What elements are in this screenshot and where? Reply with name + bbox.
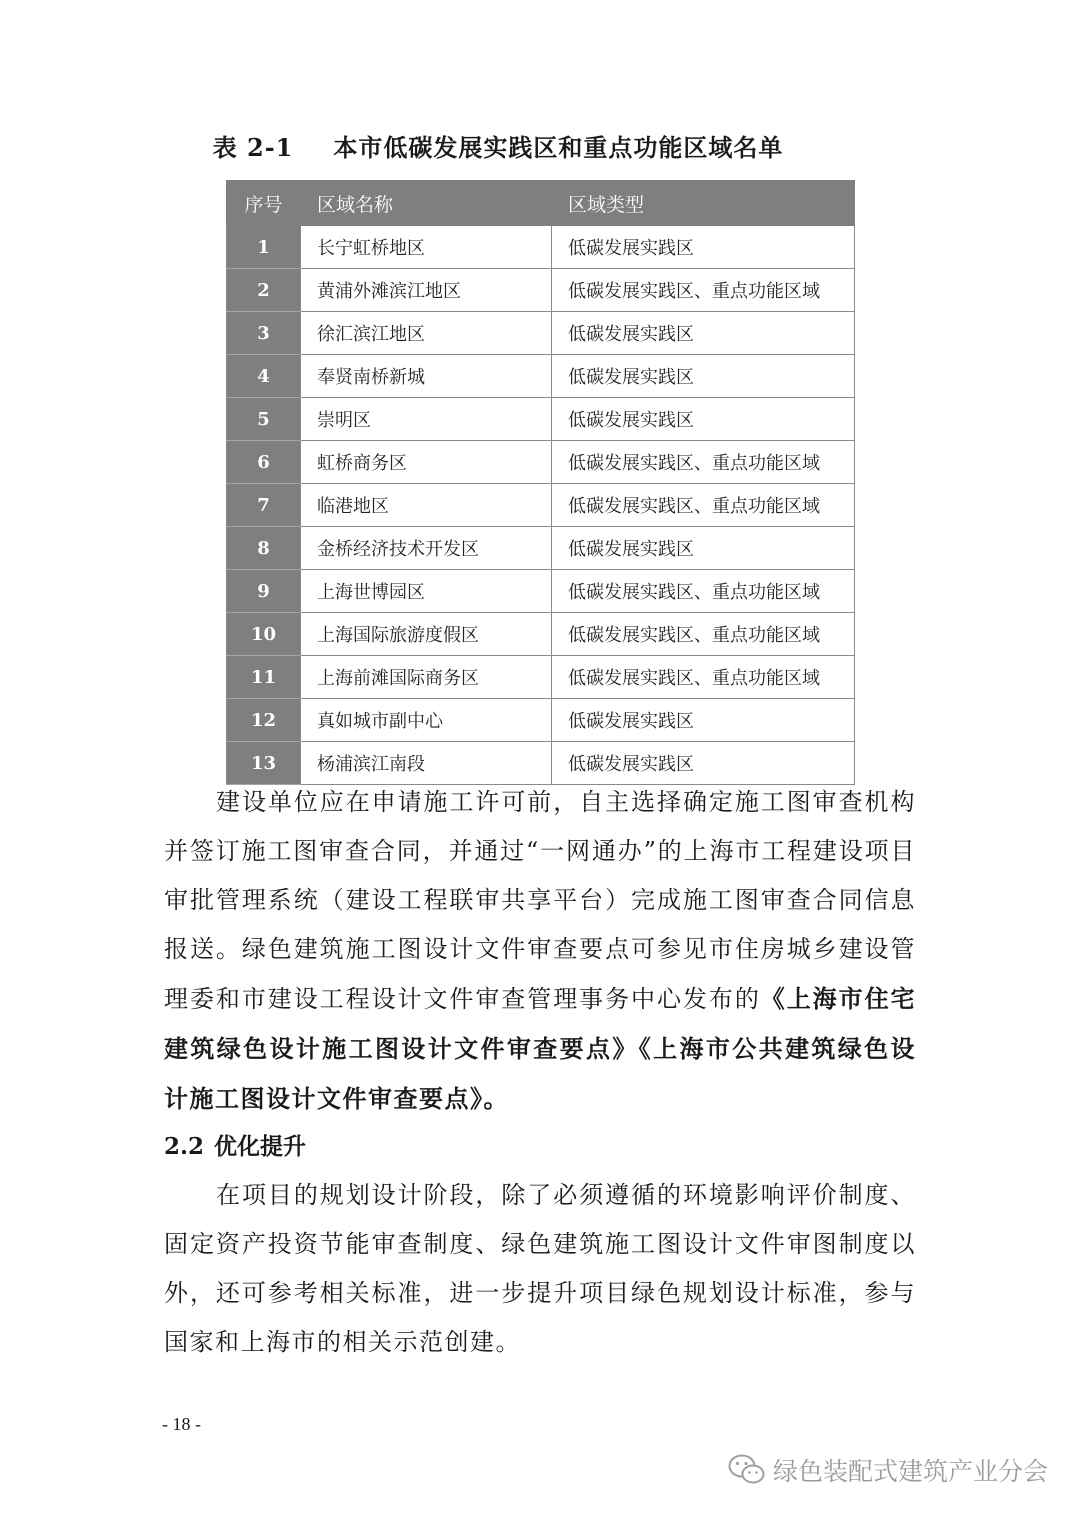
paragraph-1-plain: 建设单位应在申请施工许可前，自主选择确定施工图审查机构并签订施工图审查合同，并通过“一网通办”的上海市工程建设项目审批管理系统（建设工程联审共享平台）完成施工图审查合同信息报送。绿色建筑施工图设计文件审查要点可参见市住房城乡建设管理委和市建设工程设计文件审查管理事务中心发布的 [164,788,916,1013]
cell-type: 低碳发展实践区、重点功能区域 [552,441,855,484]
table-row [227,613,855,656]
paragraph-2 [164,1171,916,1367]
table-row [227,312,855,355]
cell-type: 低碳发展实践区 [552,527,855,570]
table-row [227,355,855,398]
paragraph-2-text: 在项目的规划设计阶段，除了必须遵循的环境影响评价制度、固定资产投资节能审查制度、绿色建筑施工图设计文件审图制度以外，还可参考相关标准，进一步提升项目绿色规划设计标准，参与国家和上海市的相关示范创建。 [164,1181,916,1356]
table-caption [0,128,1038,163]
cell-type: 低碳发展实践区、重点功能区域 [552,656,855,699]
table-row [227,656,855,699]
table-row [227,527,855,570]
cell-name: 金桥经济技术开发区 [301,527,552,570]
cell-seq: 10 [227,613,301,656]
cell-seq: 4 [227,355,301,398]
cell-type: 低碳发展实践区、重点功能区域 [552,269,855,312]
cell-seq: 2 [227,269,301,312]
page-number: - 18 - [162,1414,201,1434]
watermark-text: 绿色装配式建筑产业分会 [772,1457,1048,1486]
watermark [727,1452,1048,1488]
table-body [227,226,855,785]
cell-seq: 9 [227,570,301,613]
section-title: 优化提升 [214,1133,307,1160]
wechat-icon [727,1453,767,1487]
table-caption-number: 表 2-1 [212,133,294,162]
table-row [227,570,855,613]
table-caption-title: 本市低碳发展实践区和重点功能区域名单 [333,133,784,162]
table-header-row [227,181,855,226]
table-row [227,699,855,742]
cell-name: 徐汇滨江地区 [301,312,552,355]
cell-type: 低碳发展实践区 [552,742,855,785]
cell-type: 低碳发展实践区、重点功能区域 [552,484,855,527]
cell-name: 上海世博园区 [301,570,552,613]
cell-type: 低碳发展实践区、重点功能区域 [552,613,855,656]
paragraph-1-bold: 《上海市住宅建筑绿色设计施工图设计文件审查要点》《上海市公共建筑绿色设计施工图设计文件审查要点》。 [164,984,917,1113]
cell-seq: 13 [227,742,301,785]
cell-name: 黄浦外滩滨江地区 [301,269,552,312]
cell-type: 低碳发展实践区 [552,398,855,441]
cell-type: 低碳发展实践区、重点功能区域 [552,570,855,613]
cell-seq: 1 [227,226,301,269]
table-row [227,269,855,312]
table-row [227,226,855,269]
cell-name: 崇明区 [301,398,552,441]
cell-seq: 6 [227,441,301,484]
cell-name: 临港地区 [301,484,552,527]
cell-type: 低碳发展实践区 [552,312,855,355]
cell-name: 上海前滩国际商务区 [301,656,552,699]
header-type: 区域类型 [552,181,855,226]
header-seq: 序号 [227,181,301,226]
cell-seq: 11 [227,656,301,699]
paragraph-1 [164,778,916,1124]
cell-seq: 7 [227,484,301,527]
header-name: 区域名称 [301,181,552,226]
cell-name: 长宁虹桥地区 [301,226,552,269]
cell-seq: 12 [227,699,301,742]
section-number: 2.2 [164,1133,205,1160]
regions-table [226,180,855,785]
cell-seq: 5 [227,398,301,441]
section-heading [164,1122,306,1171]
cell-type: 低碳发展实践区 [552,355,855,398]
cell-name: 奉贤南桥新城 [301,355,552,398]
table-row [227,441,855,484]
cell-name: 真如城市副中心 [301,699,552,742]
cell-seq: 8 [227,527,301,570]
table-row [227,484,855,527]
cell-name: 上海国际旅游度假区 [301,613,552,656]
cell-type: 低碳发展实践区 [552,699,855,742]
cell-name: 杨浦滨江南段 [301,742,552,785]
cell-seq: 3 [227,312,301,355]
cell-type: 低碳发展实践区 [552,226,855,269]
cell-name: 虹桥商务区 [301,441,552,484]
table-row [227,398,855,441]
